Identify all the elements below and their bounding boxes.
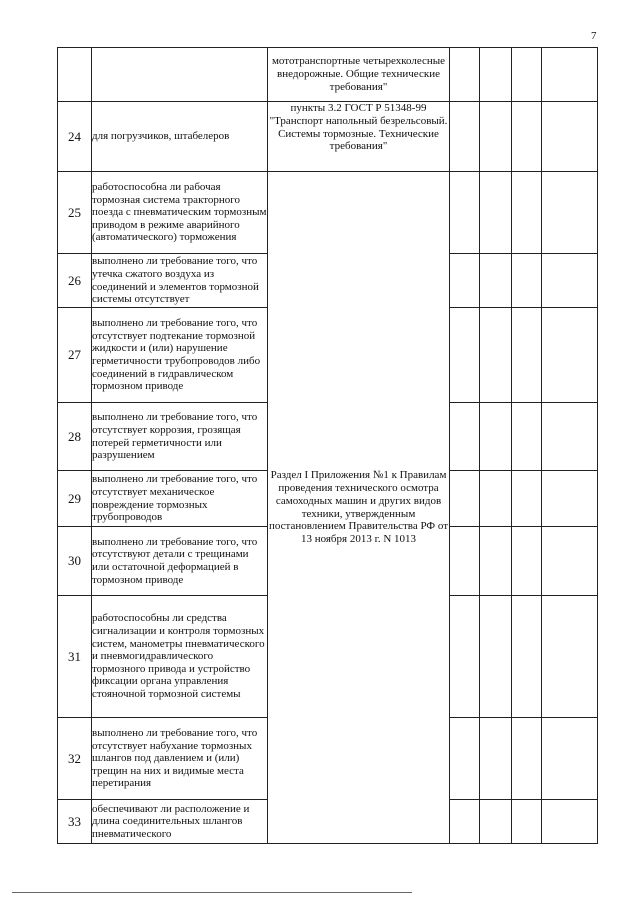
page-number: 7 <box>591 30 597 42</box>
answer-na-cell <box>542 800 598 844</box>
question-cell: обеспечивают ли расположение и длина соединительных шлангов пневматического <box>92 800 268 844</box>
question-cell: работоспособны ли средства сигнализации и контроля тормозных систем, манометры пневматического и пневмогидравлического тормозного привода и устройство фиксации органа управления стояночной тормозной системы <box>92 596 268 718</box>
row-number: 29 <box>58 471 92 527</box>
answer-no-cell <box>512 800 542 844</box>
row-number: 24 <box>58 102 92 172</box>
answer-no-cell <box>480 596 512 718</box>
reference-cell: мототранспортные четырехколесные внедорожные. Общие технические требования" <box>268 48 450 102</box>
note-cell <box>542 718 598 800</box>
answer-yes-cell <box>450 596 480 718</box>
question-cell: выполнено ли требование того, что отсутствуют детали с трещинами или остаточной деформацией в тормозном приводе <box>92 527 268 596</box>
answer-yes-cell <box>480 800 512 844</box>
question-cell <box>92 48 268 102</box>
note-cell <box>542 308 598 403</box>
answer-yes-cell <box>450 718 480 800</box>
note-cell <box>542 102 598 172</box>
answer-no-cell <box>480 308 512 403</box>
question-cell: выполнено ли требование того, что отсутствует подтекание тормозной жидкости и (или) нарушение герметичности трубопроводов либо соединений в гидравлическом тормозном приводе <box>92 308 268 403</box>
answer-yes-cell <box>450 308 480 403</box>
answer-na-cell <box>512 308 542 403</box>
row-number: 30 <box>58 527 92 596</box>
question-cell: выполнено ли требование того, что отсутствует механическое повреждение тормозных трубопроводов <box>92 471 268 527</box>
row-number: 32 <box>58 718 92 800</box>
reference-cell <box>450 800 480 844</box>
note-cell <box>542 596 598 718</box>
answer-yes-cell <box>450 403 480 471</box>
table-row <box>58 172 598 254</box>
answer-yes-cell <box>450 172 480 254</box>
inspection-table <box>57 47 598 844</box>
note-cell <box>542 48 598 102</box>
answer-no-cell <box>480 254 512 308</box>
answer-na-cell <box>512 172 542 254</box>
row-number: 26 <box>58 254 92 308</box>
note-cell <box>542 254 598 308</box>
answer-yes-cell <box>450 527 480 596</box>
row-number <box>58 48 92 102</box>
answer-no-cell <box>480 471 512 527</box>
note-cell <box>542 471 598 527</box>
question-cell: выполнено ли требование того, что утечка сжатого воздуха из соединений и элементов тормозной системы отсутствует <box>92 254 268 308</box>
row-number: 27 <box>58 308 92 403</box>
row-number: 31 <box>58 596 92 718</box>
answer-na-cell <box>512 527 542 596</box>
table-row <box>58 102 598 172</box>
answer-no-cell <box>480 172 512 254</box>
answer-na-cell <box>512 718 542 800</box>
table-row <box>58 48 598 102</box>
question-cell: для погрузчиков, штабелеров <box>92 102 268 172</box>
answer-na-cell <box>512 254 542 308</box>
answer-na-cell <box>512 48 542 102</box>
row-number: 28 <box>58 403 92 471</box>
question-cell: выполнено ли требование того, что отсутствует набухание тормозных шлангов под давлением и (или) трещин на них и видимые места перетирания <box>92 718 268 800</box>
answer-yes-cell <box>450 102 480 172</box>
merged-reference-cell: Раздел I Приложения №1 к Правилам проведения технического осмотра самоходных машин и других видов техники, утвержденным постановлением Правительства РФ от 13 ноября 2013 г. N 1013 <box>268 172 450 844</box>
answer-na-cell <box>512 471 542 527</box>
answer-yes-cell <box>450 471 480 527</box>
answer-yes-cell <box>450 48 480 102</box>
answer-yes-cell <box>450 254 480 308</box>
answer-na-cell <box>512 596 542 718</box>
reference-cell: пункты 3.2 ГОСТ Р 51348-99 "Транспорт напольный безрельсовый. Системы тормозные. Технические требования" <box>268 102 450 172</box>
answer-no-cell <box>480 48 512 102</box>
note-cell <box>542 172 598 254</box>
note-cell <box>542 527 598 596</box>
row-number: 33 <box>58 800 92 844</box>
question-cell: выполнено ли требование того, что отсутствует коррозия, грозящая потерей герметичности или разрушением <box>92 403 268 471</box>
footer-divider <box>12 892 412 893</box>
note-cell <box>542 403 598 471</box>
question-cell: работоспособна ли рабочая тормозная система тракторного поезда с пневматическим тормозным приводом в режиме аварийного (автоматического) торможения <box>92 172 268 254</box>
answer-na-cell <box>512 102 542 172</box>
answer-no-cell <box>480 527 512 596</box>
answer-no-cell <box>480 403 512 471</box>
answer-no-cell <box>480 718 512 800</box>
row-number: 25 <box>58 172 92 254</box>
answer-no-cell <box>480 102 512 172</box>
answer-na-cell <box>512 403 542 471</box>
